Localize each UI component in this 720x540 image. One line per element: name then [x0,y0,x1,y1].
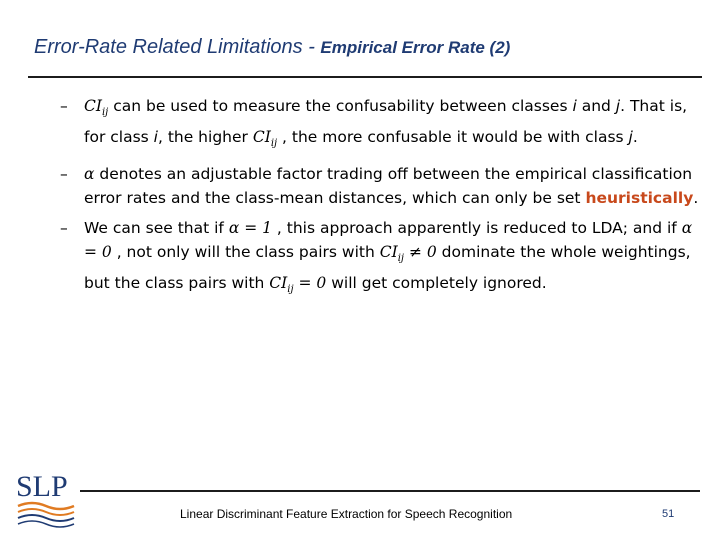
highlight-heuristically: heuristically [585,189,694,208]
math-alpha: α [84,165,95,184]
math-ci-ij: $CI_{ij}$ [84,97,109,119]
math-ci-neq-0: $CI_{ij} \ne 0$ [379,243,437,265]
footer-text: Linear Discriminant Feature Extraction for Speech Recognition [180,507,513,521]
math-alpha-eq-1: α = 1 [228,219,272,238]
slide-title [34,36,510,59]
bullet-dash: – [60,97,68,115]
bullet-item: – α denotes an adjustable factor trading off between the empirical classification error rates and the class-mean distances, which can only be set heuristically. [60,162,700,210]
slide-title-sub: Empirical Error Rate (2) [320,38,511,57]
title-divider [28,76,702,78]
slide-title-main: Error-Rate Related Limitations - [34,36,321,58]
page-number: 51 [662,508,675,520]
math-ci-eq-0: $CI_{ij} = 0$ [269,274,327,296]
bullet-item: – We can see that if α = 1 , this approach apparently is reduced to LDA; and if α = 0 , not only will the class pairs with $CI_{ij} \ne 0$ dominate the whole weightings, but the class pairs with $CI_{ij} = 0$ will get completely ignored. [60,216,700,302]
bullet-dash: – [60,165,68,184]
bullet-item: – $CI_{ij}$ can be used to measure the confusability between classes i and j. That is, for class i, the higher $CI_{ij}$ , the more confusable it would be with class j. [60,94,700,156]
math-alpha-eq-0: α = 0 [84,219,693,262]
footer-divider [80,490,700,492]
bullet-list [60,94,700,308]
slp-logo [14,462,76,530]
math-ci-ij: $CI_{ij}$ [252,128,278,150]
logo-text: SLP [16,470,68,503]
bullet-dash: – [60,219,68,238]
